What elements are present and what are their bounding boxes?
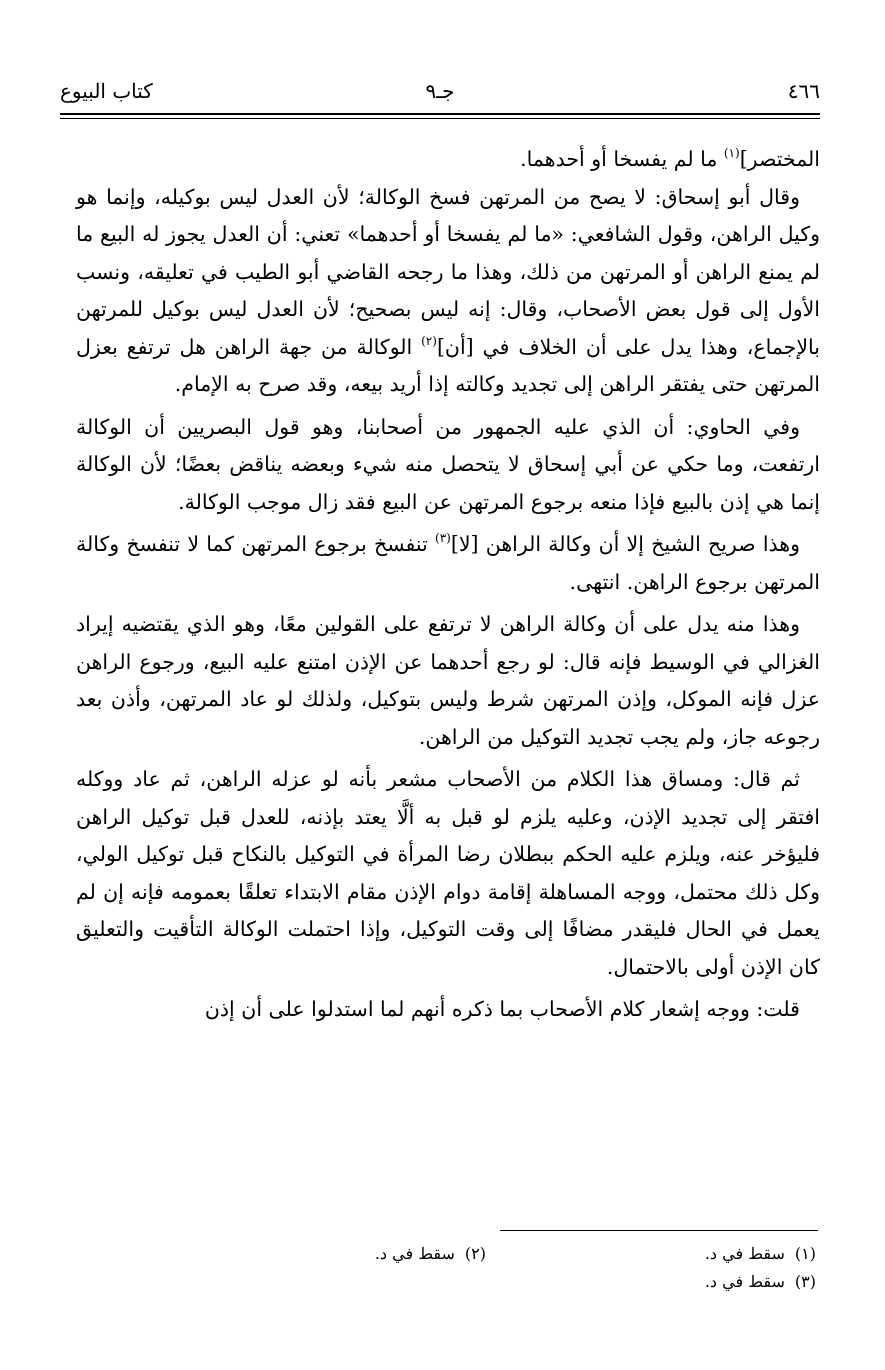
footnote-item	[705, 1240, 816, 1268]
main-text	[76, 141, 820, 1029]
paragraph-text: وفي الحاوي: أن الذي عليه الجمهور من أصحابنا، وهو قول البصريين أن الوكالة ارتفعت، وما حكي عن أبي إسحاق لا يتحصل منه شيء وبعضه يناقض بعضًا؛ لأن الوكالة إنما هي إذن بالبيع فإذا منعه برجوع المرتهن عن البيع فقد زال موجب الوكالة.	[76, 414, 820, 514]
footnote-text: سقط في د.	[374, 1244, 455, 1263]
header-rule-thin	[60, 118, 820, 119]
footnote-text: سقط في د.	[704, 1272, 785, 1291]
footnote-item	[375, 1240, 486, 1268]
paragraph	[76, 179, 820, 404]
paragraph	[76, 606, 820, 756]
footnotes	[60, 1240, 816, 1296]
paragraph	[76, 409, 820, 522]
volume-label: جـ٩	[425, 79, 455, 103]
footnote-row	[60, 1268, 816, 1296]
page-number: ٤٦٦	[787, 79, 820, 103]
footnote-ref: (١)	[723, 146, 740, 160]
running-header	[60, 74, 820, 108]
paragraph-text: وهذا صريح الشيخ إلا أن وكالة الراهن [لا]	[450, 532, 800, 556]
paragraph	[76, 526, 820, 601]
paragraph	[76, 761, 820, 986]
footnote-text: سقط في د.	[704, 1244, 785, 1263]
footnote-ref: (٣)	[435, 531, 451, 545]
paragraph	[76, 141, 820, 179]
paragraph-text: المختصر]	[739, 147, 820, 171]
footnote-row	[60, 1240, 816, 1268]
book-title: كتاب البيوع	[60, 79, 153, 103]
footnote-number: (٢)	[464, 1244, 486, 1263]
paragraph-text: قلت: ووجه إشعار كلام الأصحاب بما ذكره أنهم لما استدلوا على أن إذن	[204, 997, 800, 1021]
header-rule	[60, 113, 820, 115]
paragraph-text: وقال أبو إسحاق: لا يصح من المرتهن فسخ الوكالة؛ لأن العدل ليس بوكيله، وإنما هو وكيل الراهن، وقول الشافعي: «ما لم يفسخا أو أحدهما» تعني: أن العدل يجوز له البيع ما لم يمنع الراهن أو المرتهن من ذلك، وهذا ما رجحه القاضي أبو الطيب في تعليقه، ونسب الأول إلى قول بعض الأصحاب، وقال: إنه ليس بصحيح؛ لأن العدل ليس بوكيل للمرتهن بالإجماع، وهذا يدل على أن الخلاف في [أن]	[76, 184, 820, 359]
paragraph	[76, 991, 820, 1029]
footnote-number: (٣)	[794, 1272, 816, 1291]
paragraph-text: ما لم يفسخا أو أحدهما.	[520, 147, 724, 171]
footnote-ref: (٢)	[421, 333, 437, 348]
paragraph-text: ثم قال: ومساق هذا الكلام من الأصحاب مشعر بأنه لو عزله الراهن، ثم عاد ووكله افتقر إلى تجديد الإذن، وعليه يلزم لو قبل به ألَّا يعتد بإذنه، للعدل قبل توكيل الراهن فليؤخر عنه، ويلزم عليه الحكم ببطلان رضا المرأة في التوكيل بالنكاح قبل توكيل الولي، وكل ذلك محتمل، ووجه المساهلة إقامة دوام الإذن مقام الابتداء تعلقًا بعمومه فإنه إن لم يعمل في الحال فليقدر مضافًا إلى وقت التوكيل، وإذا احتملت الوكالة التأقيت والتعليق كان الإذن أولى بالاحتمال.	[76, 767, 820, 979]
paragraph-text: وهذا منه يدل على أن وكالة الراهن لا ترتفع على القولين معًا، وهو الذي يقتضيه إيراد الغزالي في الوسيط فإنه قال: لو رجع أحدهما عن الإذن امتنع عليه البيع، ورجوع الراهن عزل فإنه الموكل، وإذن المرتهن شرط وليس بتوكيل، ولذلك لو عاد المرتهن، وأذن بعد رجوعه جاز، ولم يجب تجديد التوكيل من الراهن.	[76, 612, 820, 749]
paragraph-text: الوكالة من جهة الراهن هل ترتفع بعزل المرتهن حتى يفتقر الراهن إلى تجديد وكالته إذا أريد بيعه، وقد صرح به الإمام.	[76, 334, 820, 396]
footnote-separator	[500, 1230, 818, 1231]
footnote-number: (١)	[794, 1244, 816, 1263]
paragraph-text: تنفسخ برجوع المرتهن كما لا تنفسخ وكالة المرتهن برجوع الراهن. انتهى.	[76, 532, 820, 594]
footnote-item	[705, 1268, 816, 1296]
